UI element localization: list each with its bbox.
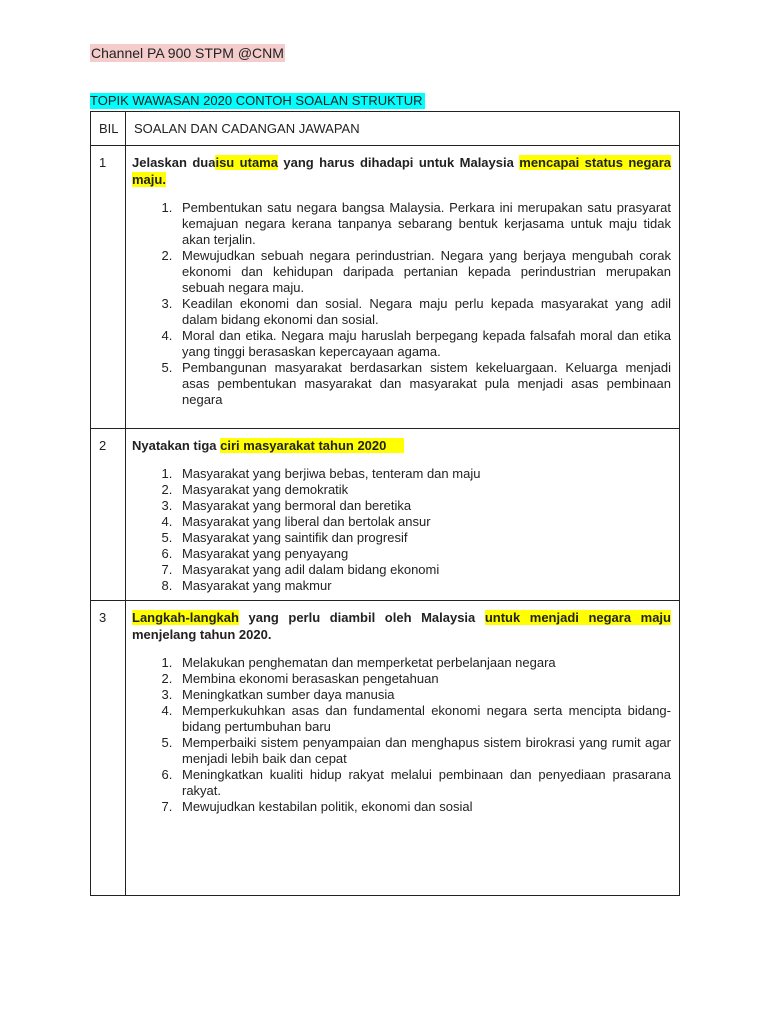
list-item: 1. Masyarakat yang berjiwa bebas, tenteram dan maju xyxy=(176,466,671,482)
question-table xyxy=(90,111,680,896)
topic-title: TOPIK WAWASAN 2020 CONTOH SOALAN STRUKTUR xyxy=(90,93,423,108)
question-text: Nyatakan tiga ciri masyarakat tahun 2020 xyxy=(132,437,671,454)
question-text: Langkah-langkah yang perlu diambil oleh Malaysia untuk menjadi negara maju menjelang tahun 2020. xyxy=(132,610,671,642)
row-number: 1 xyxy=(91,146,126,429)
row-content xyxy=(126,429,680,601)
list-item: 7. Masyarakat yang adil dalam bidang ekonomi xyxy=(176,562,671,578)
question-text: Jelaskan duaisu utama yang harus dihadapi untuk Malaysia mencapai status negara maju. xyxy=(132,155,671,187)
answer-list xyxy=(132,655,671,815)
list-item: 8. Masyarakat yang makmur xyxy=(176,578,671,594)
list-item: 6. Masyarakat yang penyayang xyxy=(176,546,671,562)
list-item: 5. Memperbaiki sistem penyampaian dan menghapus sistem birokrasi yang rumit agar menjadi lebih baik dan cepat xyxy=(176,735,671,767)
list-item: 7. Mewujudkan kestabilan politik, ekonomi dan sosial xyxy=(176,799,671,815)
list-item: 6. Meningkatkan kualiti hidup rakyat melalui pembinaan dan penyediaan prasarana rakyat. xyxy=(176,767,671,799)
row-content xyxy=(126,601,680,896)
answer-list xyxy=(132,200,671,408)
list-item: 3. Keadilan ekonomi dan sosial. Negara maju perlu kepada masyarakat yang adil dalam bidang ekonomi dan sosial. xyxy=(176,296,671,328)
list-item: 2. Membina ekonomi berasaskan pengetahuan xyxy=(176,671,671,687)
header-bil: BIL xyxy=(91,112,126,146)
list-item: 3. Meningkatkan sumber daya manusia xyxy=(176,687,671,703)
row-content xyxy=(126,146,680,429)
list-item: 5. Masyarakat yang saintifik dan progresif xyxy=(176,530,671,546)
table-row xyxy=(91,601,680,896)
list-item: 5. Pembangunan masyarakat berdasarkan sistem kekeluargaan. Keluarga menjadi asas pembentukan masyarakat dan masyarakat pula menjadi asas pembinaan negara xyxy=(176,360,671,408)
list-item: 2. Masyarakat yang demokratik xyxy=(176,482,671,498)
answer-list xyxy=(132,466,671,594)
list-item: 1. Pembentukan satu negara bangsa Malaysia. Perkara ini merupakan satu prasyarat kemajuan negara kerana tanpanya sebarang bentuk kerjasama untuk maju tidak akan terjalin. xyxy=(176,200,671,248)
table-row xyxy=(91,146,680,429)
list-item: 1. Melakukan penghematan dan memperketat perbelanjaan negara xyxy=(176,655,671,671)
row-number: 3 xyxy=(91,601,126,896)
header-soalan: SOALAN DAN CADANGAN JAWAPAN xyxy=(126,112,680,146)
row-number: 2 xyxy=(91,429,126,601)
table-header-row xyxy=(91,112,680,146)
list-item: 4. Masyarakat yang liberal dan bertolak ansur xyxy=(176,514,671,530)
list-item: 2. Mewujudkan sebuah negara perindustrian. Negara yang berjaya mengubah corak ekonomi dan kehidupan daripada pertanian kepada perindustrian merupakan sebuah negara maju. xyxy=(176,248,671,296)
list-item: 3. Masyarakat yang bermoral dan beretika xyxy=(176,498,671,514)
list-item: 4. Memperkukuhkan asas dan fundamental ekonomi negara serta mencipta bidang-bidang pertumbuhan baru xyxy=(176,703,671,735)
list-item: 4. Moral dan etika. Negara maju haruslah berpegang kepada falsafah moral dan etika yang tinggi berasaskan kepercayaan agama. xyxy=(176,328,671,360)
channel-label: Channel PA 900 STPM @CNM xyxy=(91,45,284,61)
table-row xyxy=(91,429,680,601)
